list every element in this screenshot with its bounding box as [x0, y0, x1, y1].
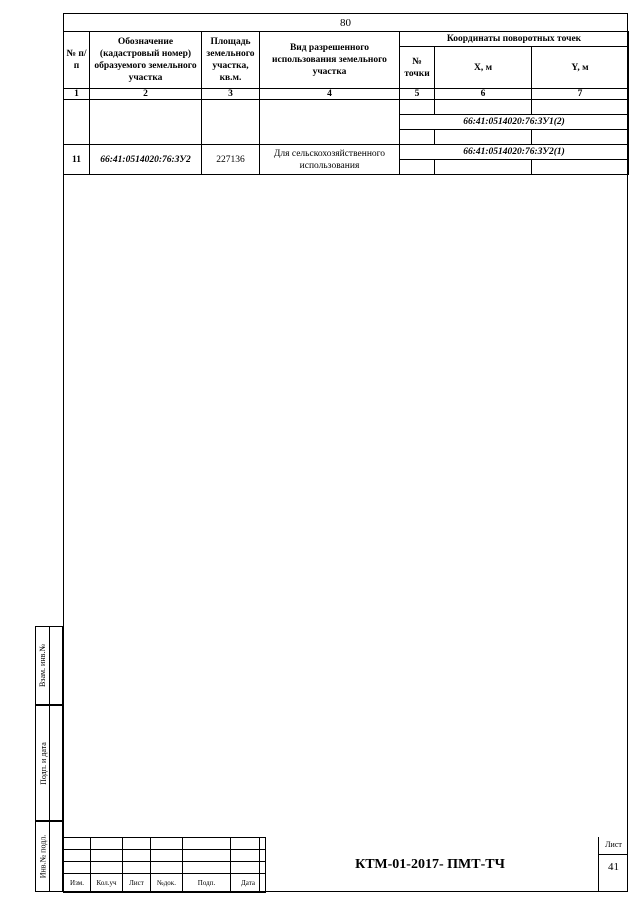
column-number: 1 — [64, 89, 90, 100]
stamp-cell — [123, 838, 151, 850]
stamp-cell — [91, 862, 123, 874]
side-label-vzam: Взам. инв.№ — [38, 643, 48, 688]
column-numbers-row — [64, 89, 629, 100]
sheet-box — [598, 837, 628, 892]
stamp-column-label: Изм. — [64, 874, 91, 893]
stamp-cell — [123, 862, 151, 874]
coordinates-table — [63, 31, 629, 175]
group2-designation: 66:41:0514020:76:ЗУ2 — [90, 145, 202, 175]
column-number: 5 — [400, 89, 435, 100]
column-number: 4 — [260, 89, 400, 100]
subsection-row — [64, 145, 629, 160]
group2-area: 227136 — [202, 145, 260, 175]
stamp-grid — [63, 837, 266, 893]
group1-designation — [90, 100, 202, 145]
side-vzam — [35, 626, 63, 705]
stamp-column-label: №док. — [151, 874, 183, 893]
table-row — [64, 100, 629, 115]
group2-usage: Для сельскохозяйственного использования — [260, 145, 400, 175]
point-number — [400, 130, 435, 145]
group1-usage — [260, 100, 400, 145]
header-y: Y, м — [532, 47, 629, 89]
stamp-cell — [151, 838, 183, 850]
side-inv — [35, 821, 63, 892]
header-num: № п/п — [64, 32, 90, 89]
coord-y — [532, 160, 629, 175]
header-usage: Вид разрешенного использования земельного участка — [260, 32, 400, 89]
subsection-title: 66:41:0514020:76:ЗУ1(2) — [400, 115, 629, 130]
column-number: 3 — [202, 89, 260, 100]
column-number: 7 — [532, 89, 629, 100]
column-number: 6 — [435, 89, 532, 100]
header-x: X, м — [435, 47, 532, 89]
coord-y — [532, 130, 629, 145]
stamp-column-label: Дата — [231, 874, 266, 893]
stamp-cell — [151, 850, 183, 862]
point-number — [400, 160, 435, 175]
group1-area — [202, 100, 260, 145]
side-podp — [35, 705, 63, 821]
group2-num: 11 — [64, 145, 90, 175]
column-number: 2 — [90, 89, 202, 100]
stamp-cell — [64, 850, 91, 862]
stamp-cell — [183, 838, 231, 850]
stamp-cell — [183, 850, 231, 862]
coord-x — [435, 100, 532, 115]
subsection-title: 66:41:0514020:76:ЗУ2(1) — [400, 145, 629, 160]
stamp-cell — [183, 862, 231, 874]
header-designation: Обозначение (кадастровый номер) образуемого земельного участка — [90, 32, 202, 89]
header-area: Площадь земельного участка, кв.м. — [202, 32, 260, 89]
stamp-cell — [91, 850, 123, 862]
sheet-number: 41 — [608, 861, 619, 873]
page-number: 80 — [340, 17, 351, 29]
point-number — [400, 100, 435, 115]
side-label-podp: Подп. и дата — [38, 741, 48, 785]
stamp-column-label: Лист — [123, 874, 151, 893]
stamp-cell — [64, 862, 91, 874]
stamp-cell — [64, 838, 91, 850]
group1-num — [64, 100, 90, 145]
title-block — [63, 837, 628, 892]
header-coords: Координаты поворотных точек — [400, 32, 629, 47]
stamp-cell — [151, 862, 183, 874]
coord-y — [532, 100, 629, 115]
stamp-cell — [123, 850, 151, 862]
stamp-column-label: Кол.уч — [91, 874, 123, 893]
document-code: КТМ-01-2017- ПМТ-ТЧ — [259, 837, 600, 892]
header-point: № точки — [400, 47, 435, 89]
coord-x — [435, 160, 532, 175]
stamp-cell — [91, 838, 123, 850]
side-label-inv: Инв.№ подл. — [38, 834, 48, 879]
sheet-label: Лист — [605, 840, 622, 849]
coord-x — [435, 130, 532, 145]
stamp-column-label: Подп. — [183, 874, 231, 893]
